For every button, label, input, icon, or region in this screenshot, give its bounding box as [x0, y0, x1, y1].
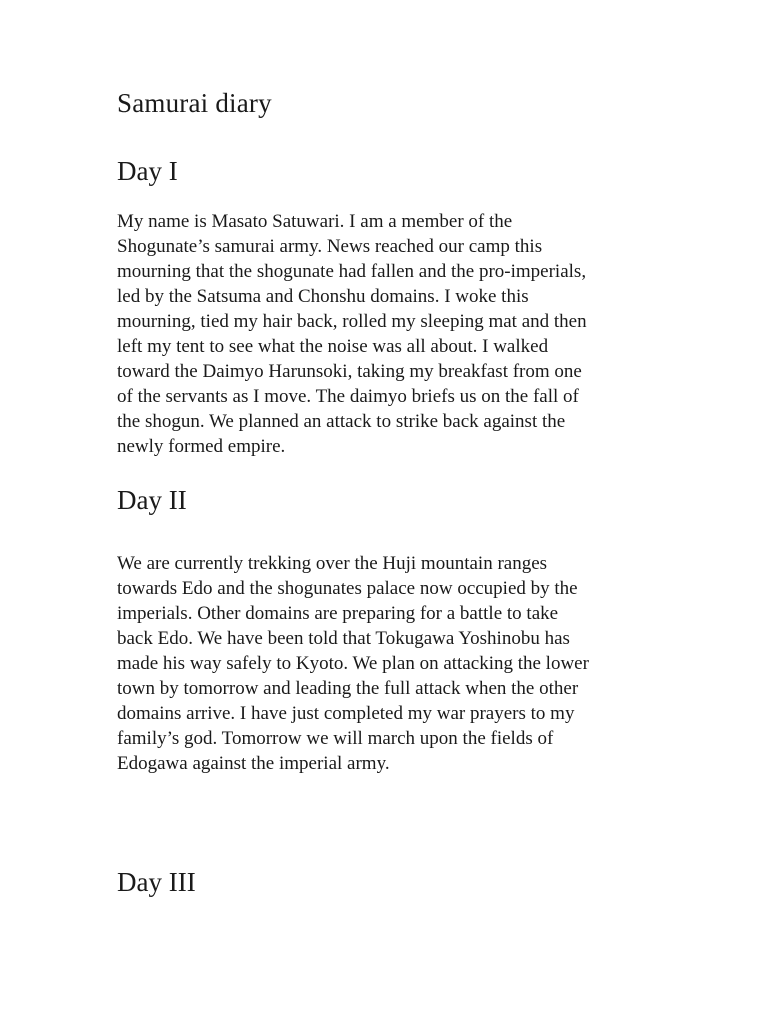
entry-line: mourning that the shogunate had fallen and the pro-imperials, — [117, 261, 587, 282]
entry-line: Shogunate’s samurai army. News reached our camp this — [117, 236, 543, 257]
entry-line: town by tomorrow and leading the full attack when the other — [117, 678, 579, 699]
day-1-heading: Day I — [117, 156, 178, 186]
entry-line: toward the Daimyo Harunsoki, taking my breakfast from one — [117, 361, 582, 382]
entry-line: back Edo. We have been told that Tokugawa Yoshinobu has — [117, 628, 570, 649]
entry-line: led by the Satsuma and Chonshu domains. I woke this — [117, 286, 529, 307]
entry-line: the shogun. We planned an attack to strike back against the — [117, 411, 566, 432]
document-title: Samurai diary — [117, 88, 272, 118]
entry-line: newly formed empire. — [117, 436, 286, 457]
entry-line: We are currently trekking over the Huji mountain ranges — [117, 553, 548, 574]
entry-line: of the servants as I move. The daimyo briefs us on the fall of — [117, 386, 579, 407]
entry-line: My name is Masato Satuwari. I am a member of the — [117, 211, 513, 232]
entry-line: domains arrive. I have just completed my war prayers to my — [117, 703, 575, 724]
day-1-entry — [117, 209, 657, 459]
entry-line: Edogawa against the imperial army. — [117, 753, 390, 774]
day-3-heading: Day III — [117, 867, 196, 897]
day-2-entry — [117, 551, 657, 776]
entry-line: made his way safely to Kyoto. We plan on attacking the lower — [117, 653, 589, 674]
entry-line: family’s god. Tomorrow we will march upon the fields of — [117, 728, 554, 749]
entry-line: left my tent to see what the noise was all about. I walked — [117, 336, 549, 357]
entry-line: towards Edo and the shogunates palace now occupied by the — [117, 578, 578, 599]
entry-line: mourning, tied my hair back, rolled my sleeping mat and then — [117, 311, 587, 332]
entry-line: imperials. Other domains are preparing for a battle to take — [117, 603, 559, 624]
day-2-heading: Day II — [117, 485, 187, 515]
